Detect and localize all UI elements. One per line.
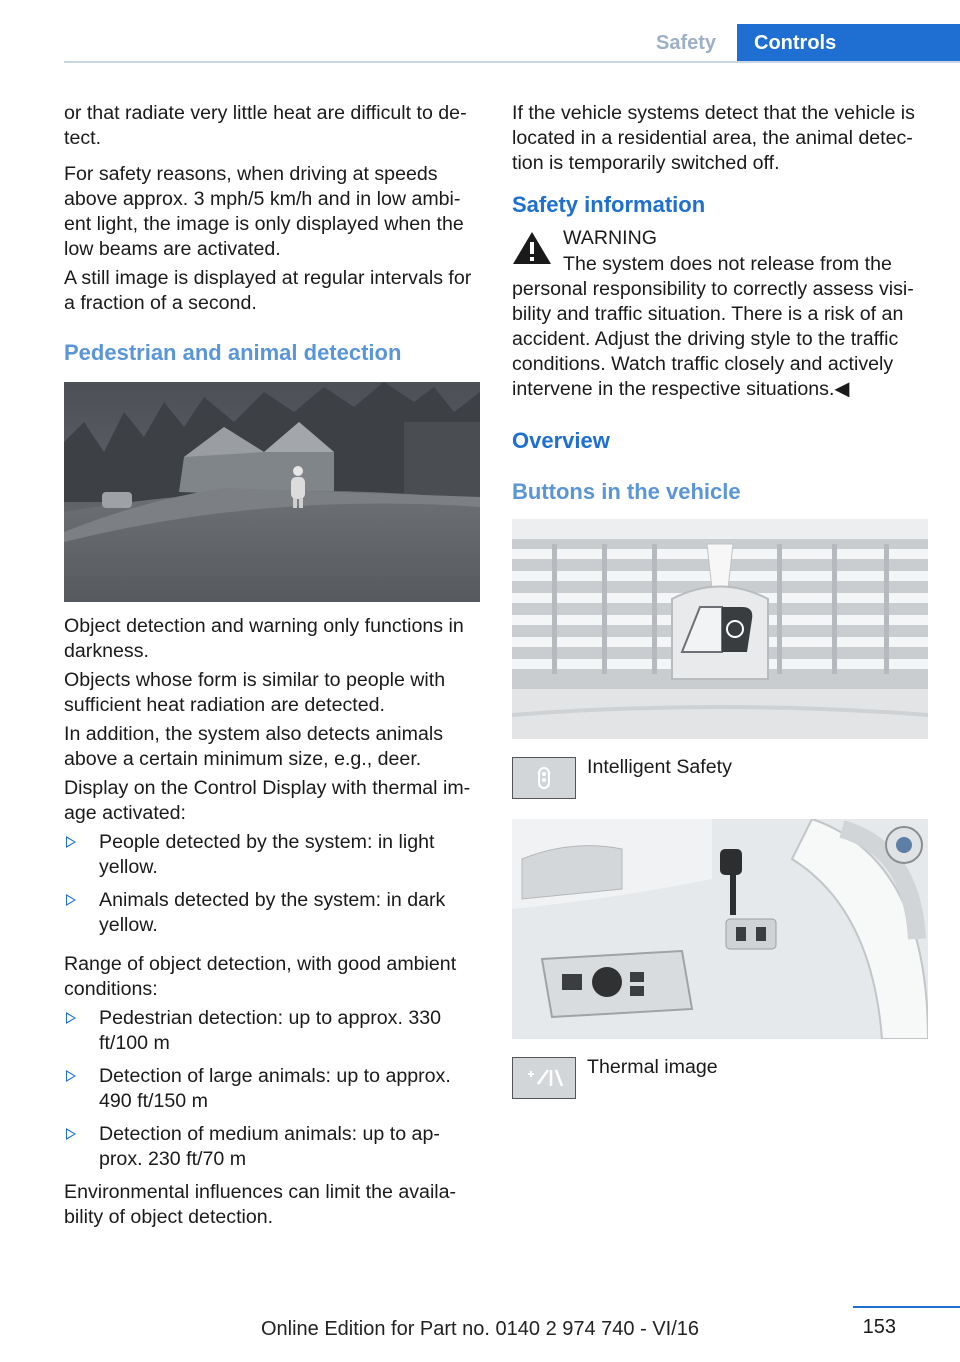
triangle-bullet-icon xyxy=(66,894,76,906)
thermal-image-row xyxy=(512,1057,928,1099)
dashboard-image xyxy=(512,819,928,1039)
highlight-color-list xyxy=(64,830,480,938)
warning-text: The system does not release from the personal responsibility to correctly assess visi-bility and traffic situation. There is a risk of an accident. Adjust the driving style to the traffic conditions. Watch traffic closely and actively intervene in the respective situations.◀ xyxy=(512,253,914,400)
paragraph: Display on the Control Display with thermal im-age activated: xyxy=(64,777,471,824)
left-column xyxy=(64,101,480,1241)
right-column xyxy=(512,101,928,1099)
intelligent-safety-icon xyxy=(532,766,556,790)
paragraph: If the vehicle systems detect that the vehicle is located in a residential area, the animal detec-tion is temporarily switched off. xyxy=(512,102,915,174)
section-heading-buttons: Buttons in the vehicle xyxy=(512,479,741,504)
paragraph: Object detection and warning only functions in darkness. xyxy=(64,615,464,662)
list-item: Detection of large animals: up to approx. 490 ft/150 m xyxy=(64,1064,480,1114)
vent-console-illustration xyxy=(512,519,928,739)
dashboard-illustration xyxy=(512,819,928,1039)
vent-button-image xyxy=(512,519,928,739)
section-heading-pedestrian: Pedestrian and animal detection xyxy=(64,340,402,365)
warning-block xyxy=(512,226,928,402)
paragraph: Objects whose form is similar to people with sufficient heat radiation are detected. xyxy=(64,669,446,716)
thermal-image-icon xyxy=(524,1066,564,1090)
footer-rule xyxy=(853,1306,960,1308)
thermal-night-image xyxy=(64,382,480,602)
header-chapter-tab: Controls xyxy=(737,24,960,62)
paragraph: A still image is displayed at regular intervals for a fraction of a second. xyxy=(64,267,472,314)
intelligent-safety-button[interactable] xyxy=(512,757,576,799)
section-heading-safety: Safety information xyxy=(512,192,706,217)
section-heading-overview: Overview xyxy=(512,428,610,453)
paragraph: Range of object detection, with good ambient conditions: xyxy=(64,953,457,1000)
page-number: 153 xyxy=(862,1316,896,1338)
warning-triangle-icon xyxy=(512,230,552,266)
paragraph: Environmental influences can limit the availa-bility of object detection. xyxy=(64,1181,457,1228)
paragraph: For safety reasons, when driving at speeds above approx. 3 mph/5 km/h and in low ambi-ent light, the image is only displayed when the low beams are activated. xyxy=(64,163,464,260)
triangle-bullet-icon xyxy=(66,836,76,848)
intelligent-safety-label: Intelligent Safety xyxy=(587,756,732,778)
warning-title: WARNING xyxy=(563,227,657,249)
paragraph: or that radiate very little heat are difficult to de-tect. xyxy=(64,102,467,149)
list-item: Detection of medium animals: up to ap-prox. 230 ft/70 m xyxy=(64,1122,480,1172)
list-item: Pedestrian detection: up to approx. 330 ft/100 m xyxy=(64,1006,480,1056)
triangle-bullet-icon xyxy=(66,1128,76,1140)
list-item: People detected by the system: in light yellow. xyxy=(64,830,480,880)
thermal-scene-illustration xyxy=(64,382,480,602)
paragraph: In addition, the system also detects animals above a certain minimum size, e.g., deer. xyxy=(64,723,444,770)
list-item: Animals detected by the system: in dark yellow. xyxy=(64,888,480,938)
intelligent-safety-row xyxy=(512,757,928,799)
thermal-image-button[interactable] xyxy=(512,1057,576,1099)
thermal-image-label: Thermal image xyxy=(587,1056,718,1078)
edition-footer: Online Edition for Part no. 0140 2 974 740 - VI/16 xyxy=(260,1318,700,1340)
triangle-bullet-icon xyxy=(66,1070,76,1082)
triangle-bullet-icon xyxy=(66,1012,76,1024)
header-rule xyxy=(64,61,960,63)
header-section-tab: Safety xyxy=(655,32,717,54)
detection-range-list xyxy=(64,1006,480,1172)
